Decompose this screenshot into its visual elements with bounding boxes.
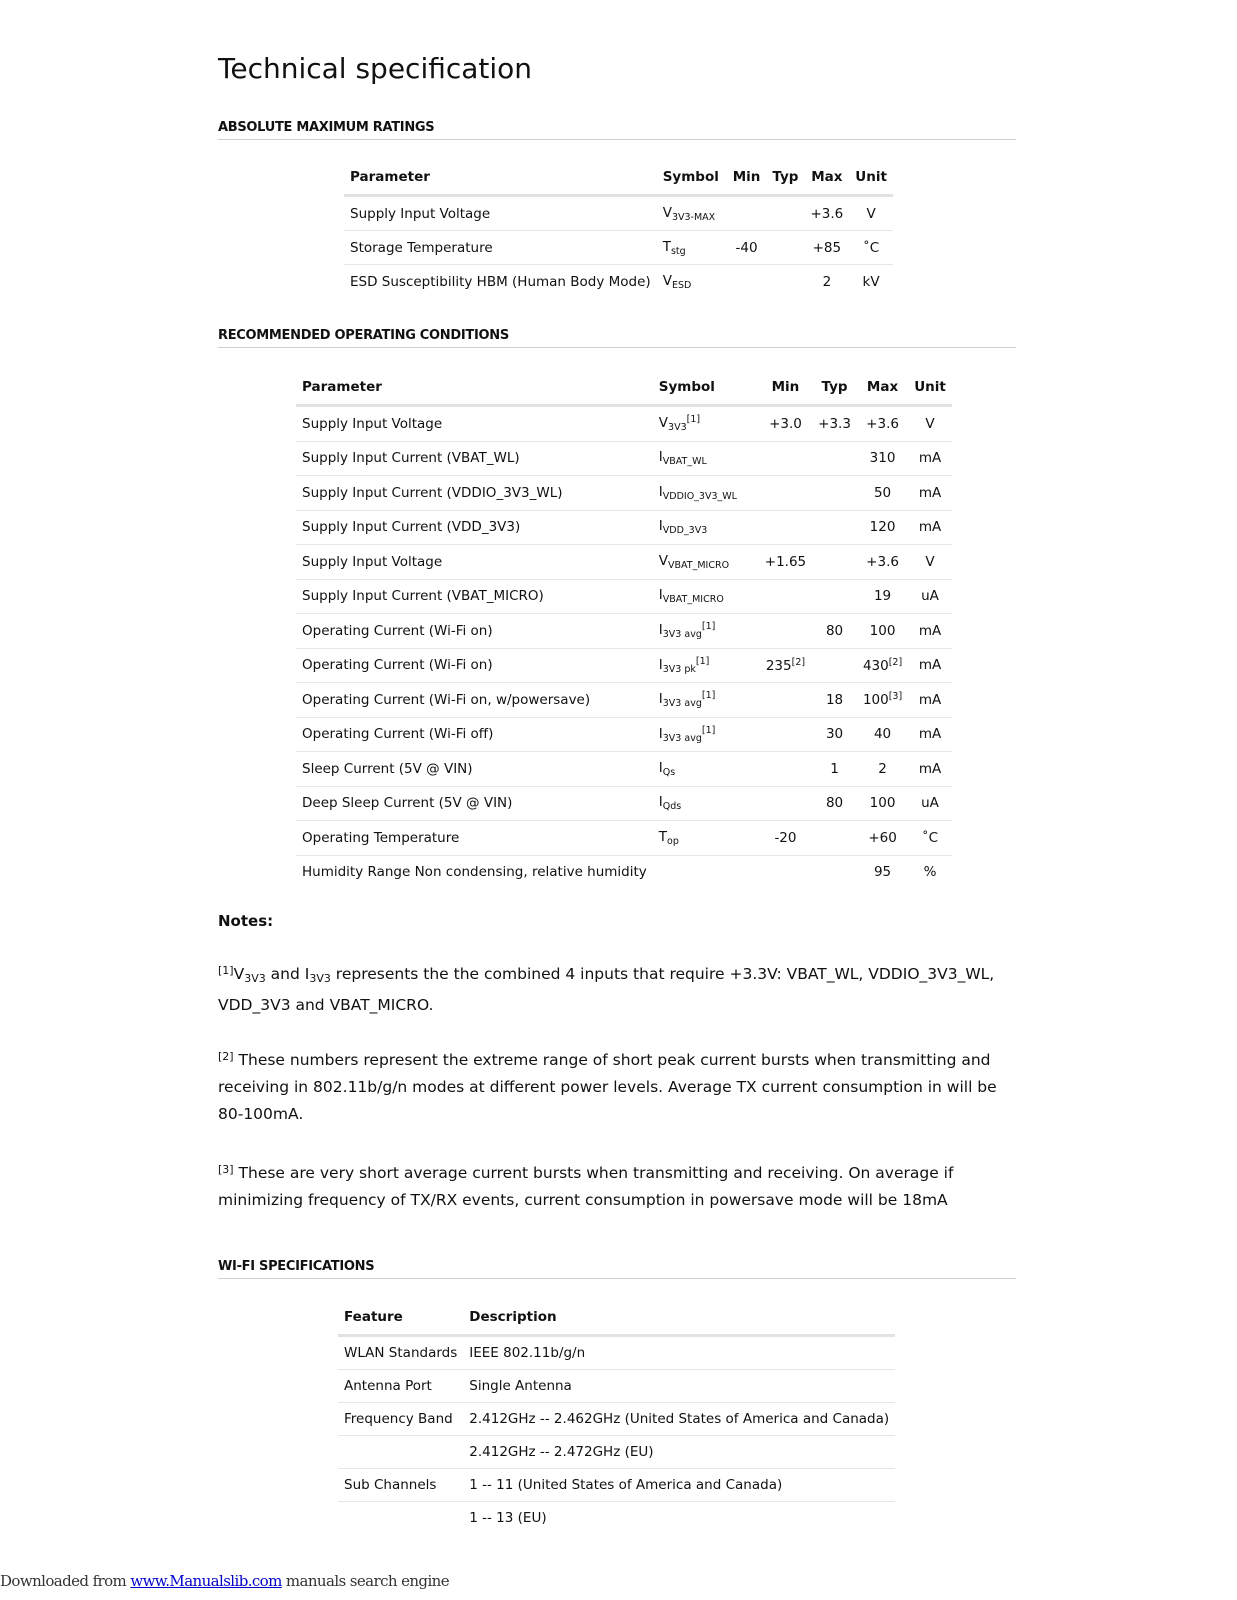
footnote-mark: [1] bbox=[701, 690, 716, 702]
parameter-cell bbox=[296, 476, 653, 511]
symbol-subscript: VDD_3V3 bbox=[662, 525, 708, 537]
unit-cell bbox=[908, 786, 952, 821]
max-cell bbox=[857, 614, 908, 649]
max-value: 2 bbox=[878, 760, 887, 777]
unit-value: V bbox=[866, 205, 876, 222]
feature-cell bbox=[338, 1336, 463, 1370]
min-value: -40 bbox=[735, 239, 758, 256]
parameter-text: Supply Input Current (VDDIO_3V3_WL) bbox=[302, 484, 563, 501]
table-row bbox=[296, 717, 952, 752]
unit-cell bbox=[849, 265, 893, 299]
symbol-cell bbox=[657, 196, 727, 231]
parameter-text: Supply Input Current (VBAT_WL) bbox=[302, 450, 520, 467]
col-typ: Typ bbox=[812, 370, 857, 406]
table-row bbox=[296, 441, 952, 476]
description-text: 1 -- 11 (United States of America and Canada) bbox=[469, 1477, 783, 1493]
unit-value: mA bbox=[918, 760, 942, 777]
note-2: [2] These numbers represent the extreme range of short peak current bursts when transmitting and receiving in 802.11b/g/n modes at different power levels. Average TX current consumption in will be 80-100mA. bbox=[218, 1050, 997, 1123]
unit-cell bbox=[908, 545, 952, 580]
min-cell bbox=[759, 579, 812, 614]
symbol-subscript: stg bbox=[670, 245, 686, 257]
table-row bbox=[296, 579, 952, 614]
max-value: 2 bbox=[822, 273, 832, 290]
max-value: +3.6 bbox=[866, 415, 899, 432]
col-min: Min bbox=[759, 370, 812, 406]
feature-cell bbox=[338, 1469, 463, 1502]
max-cell bbox=[857, 476, 908, 511]
table-row bbox=[296, 821, 952, 856]
table-row bbox=[296, 510, 952, 545]
table-row bbox=[296, 476, 952, 511]
symbol-text: V bbox=[658, 415, 669, 432]
unit-cell bbox=[908, 855, 952, 889]
symbol-subscript: 3V3 avg bbox=[662, 629, 702, 641]
parameter-text: Storage Temperature bbox=[350, 239, 493, 256]
max-cell bbox=[804, 231, 849, 265]
table-row bbox=[338, 1403, 895, 1436]
feature-text: Antenna Port bbox=[344, 1378, 432, 1394]
min-cell bbox=[759, 406, 812, 442]
parameter-text: Supply Input Voltage bbox=[350, 205, 491, 222]
max-value: +60 bbox=[868, 829, 897, 846]
feature-text: Frequency Band bbox=[344, 1411, 453, 1427]
table-row bbox=[296, 614, 952, 649]
min-cell bbox=[759, 717, 812, 752]
unit-value: mA bbox=[918, 450, 942, 467]
min-cell bbox=[759, 614, 812, 649]
note-3: [3] These are very short average current bursts when transmitting and receiving. On average if minimizing frequency of TX/RX events, current consumption in powersave mode will be 18mA bbox=[218, 1163, 954, 1209]
symbol-text: T bbox=[662, 238, 671, 255]
wifi-heading: WI-FI SPECIFICATIONS bbox=[218, 1259, 1016, 1279]
min-cell bbox=[759, 786, 812, 821]
unit-value: V bbox=[925, 553, 935, 570]
parameter-cell bbox=[296, 441, 653, 476]
wifi-table bbox=[338, 1300, 895, 1534]
table-row bbox=[296, 545, 952, 580]
parameter-text: Operating Current (Wi-Fi on) bbox=[302, 622, 493, 639]
table-row bbox=[296, 683, 952, 718]
symbol-subscript: VBAT_WL bbox=[662, 456, 707, 468]
min-cell bbox=[727, 196, 767, 231]
symbol-subscript: 3V3 bbox=[668, 422, 687, 434]
max-value: 50 bbox=[873, 484, 892, 501]
unit-cell bbox=[908, 648, 952, 683]
parameter-cell bbox=[296, 821, 653, 856]
max-cell bbox=[857, 855, 908, 889]
symbol-cell bbox=[657, 265, 727, 299]
typ-value: 30 bbox=[825, 726, 844, 743]
max-cell bbox=[857, 406, 908, 442]
parameter-cell bbox=[296, 614, 653, 649]
unit-cell bbox=[908, 614, 952, 649]
table-row bbox=[338, 1336, 895, 1370]
unit-cell bbox=[908, 717, 952, 752]
feature-text: Sub Channels bbox=[344, 1477, 437, 1493]
footnote-mark: [1] bbox=[686, 414, 701, 426]
symbol-text: I bbox=[658, 622, 663, 639]
feature-cell bbox=[338, 1436, 463, 1469]
typ-cell bbox=[766, 196, 804, 231]
parameter-text: Supply Input Current (VBAT_MICRO) bbox=[302, 588, 544, 605]
max-cell bbox=[804, 196, 849, 231]
min-cell bbox=[759, 821, 812, 856]
parameter-cell bbox=[296, 752, 653, 787]
max-cell bbox=[857, 786, 908, 821]
unit-value: uA bbox=[921, 588, 939, 605]
parameter-cell bbox=[296, 406, 653, 442]
unit-value: ˚C bbox=[921, 829, 939, 846]
table-header-row bbox=[296, 370, 952, 406]
parameter-text: Sleep Current (5V @ VIN) bbox=[302, 760, 473, 777]
unit-value: mA bbox=[918, 519, 942, 536]
description-text: 1 -- 13 (EU) bbox=[469, 1510, 547, 1526]
table-row bbox=[338, 1502, 895, 1535]
amr-section bbox=[218, 120, 1016, 140]
symbol-cell bbox=[657, 231, 727, 265]
symbol-text: I bbox=[658, 483, 663, 500]
unit-value: mA bbox=[918, 691, 942, 708]
typ-cell bbox=[766, 231, 804, 265]
min-cell bbox=[759, 752, 812, 787]
parameter-cell bbox=[296, 648, 653, 683]
symbol-cell bbox=[653, 683, 759, 718]
min-value: +3.0 bbox=[769, 415, 802, 432]
typ-cell bbox=[812, 510, 857, 545]
symbol-subscript: 3V3 avg bbox=[662, 732, 702, 744]
symbol-cell bbox=[653, 786, 759, 821]
parameter-cell bbox=[344, 265, 657, 299]
parameter-text: Operating Current (Wi-Fi off) bbox=[302, 726, 494, 743]
min-cell bbox=[727, 231, 767, 265]
symbol-text: I bbox=[658, 725, 663, 742]
parameter-cell bbox=[296, 510, 653, 545]
symbol-cell bbox=[653, 406, 759, 442]
symbol-cell bbox=[653, 855, 759, 889]
col-unit: Unit bbox=[849, 160, 893, 196]
description-cell bbox=[463, 1336, 895, 1370]
unit-cell bbox=[908, 510, 952, 545]
unit-value: mA bbox=[918, 622, 942, 639]
max-value: +3.6 bbox=[866, 553, 899, 570]
symbol-text: I bbox=[658, 587, 663, 604]
symbol-cell bbox=[653, 510, 759, 545]
parameter-text: Humidity Range Non condensing, relative humidity bbox=[302, 864, 647, 881]
typ-cell bbox=[812, 441, 857, 476]
col-parameter: Parameter bbox=[344, 160, 657, 196]
symbol-subscript: Qs bbox=[662, 766, 676, 778]
typ-cell bbox=[812, 821, 857, 856]
symbol-cell bbox=[653, 717, 759, 752]
typ-cell bbox=[812, 476, 857, 511]
symbol-cell bbox=[653, 648, 759, 683]
unit-value: ˚C bbox=[862, 239, 880, 256]
symbol-text: I bbox=[658, 518, 663, 535]
parameter-text: Supply Input Voltage bbox=[302, 415, 443, 432]
typ-cell bbox=[812, 752, 857, 787]
parameter-text: Deep Sleep Current (5V @ VIN) bbox=[302, 795, 513, 812]
symbol-text: V bbox=[658, 552, 669, 569]
parameter-cell bbox=[344, 231, 657, 265]
min-cell bbox=[759, 683, 812, 718]
description-text: 2.412GHz -- 2.462GHz (United States of America and Canada) bbox=[469, 1411, 890, 1427]
footnote-mark: [1] bbox=[701, 724, 716, 736]
footnote-mark: [3] bbox=[888, 691, 903, 703]
page-title: Technical specification bbox=[218, 52, 533, 85]
min-value: +1.65 bbox=[764, 553, 807, 570]
max-cell bbox=[857, 683, 908, 718]
typ-value: +3.3 bbox=[818, 415, 851, 432]
symbol-text: I bbox=[658, 759, 663, 776]
unit-cell bbox=[908, 752, 952, 787]
typ-cell bbox=[812, 786, 857, 821]
symbol-subscript: 3V3-MAX bbox=[671, 211, 716, 223]
typ-cell bbox=[812, 614, 857, 649]
description-cell bbox=[463, 1436, 895, 1469]
typ-cell bbox=[812, 545, 857, 580]
parameter-text: Operating Temperature bbox=[302, 829, 460, 846]
symbol-subscript: op bbox=[667, 835, 679, 847]
description-cell bbox=[463, 1469, 895, 1502]
max-cell bbox=[857, 821, 908, 856]
parameter-cell bbox=[296, 855, 653, 889]
parameter-cell bbox=[296, 786, 653, 821]
max-cell bbox=[857, 510, 908, 545]
unit-value: mA bbox=[918, 657, 942, 674]
feature-cell bbox=[338, 1370, 463, 1403]
footnote-mark: [1] bbox=[695, 655, 710, 667]
unit-value: mA bbox=[918, 484, 942, 501]
min-cell bbox=[759, 855, 812, 889]
parameter-text: Supply Input Voltage bbox=[302, 553, 443, 570]
amr-heading: ABSOLUTE MAXIMUM RATINGS bbox=[218, 120, 1016, 140]
symbol-subscript: VBAT_MICRO bbox=[668, 559, 730, 571]
parameter-cell bbox=[296, 717, 653, 752]
typ-value: 1 bbox=[830, 760, 839, 777]
max-value: 19 bbox=[873, 588, 892, 605]
symbol-subscript: 3V3 avg bbox=[662, 698, 702, 710]
col-feature: Feature bbox=[338, 1300, 463, 1336]
symbol-text: I bbox=[658, 794, 663, 811]
min-cell bbox=[759, 510, 812, 545]
description-cell bbox=[463, 1502, 895, 1535]
parameter-text: Supply Input Current (VDD_3V3) bbox=[302, 519, 521, 536]
typ-cell bbox=[812, 683, 857, 718]
typ-cell bbox=[812, 579, 857, 614]
table-row bbox=[344, 265, 893, 299]
description-cell bbox=[463, 1370, 895, 1403]
notes-heading: Notes: bbox=[218, 912, 274, 930]
max-cell bbox=[857, 648, 908, 683]
unit-cell bbox=[908, 406, 952, 442]
parameter-cell bbox=[296, 683, 653, 718]
unit-value: uA bbox=[921, 795, 939, 812]
symbol-text: I bbox=[658, 691, 663, 708]
symbol-subscript: VDDIO_3V3_WL bbox=[662, 490, 737, 502]
typ-value: 80 bbox=[825, 622, 844, 639]
description-text: 2.412GHz -- 2.472GHz (EU) bbox=[469, 1444, 654, 1460]
max-value: 95 bbox=[873, 864, 892, 881]
typ-cell bbox=[766, 265, 804, 299]
unit-value: mA bbox=[918, 726, 942, 743]
parameter-text: Operating Current (Wi-Fi on) bbox=[302, 657, 493, 674]
symbol-cell bbox=[653, 752, 759, 787]
max-value: 100 bbox=[862, 692, 889, 709]
max-value: 100 bbox=[869, 622, 896, 639]
col-symbol: Symbol bbox=[657, 160, 727, 196]
min-cell bbox=[727, 265, 767, 299]
parameter-cell bbox=[296, 545, 653, 580]
wifi-section bbox=[218, 1259, 1016, 1279]
min-cell bbox=[759, 441, 812, 476]
max-cell bbox=[857, 441, 908, 476]
col-typ: Typ bbox=[766, 160, 804, 196]
feature-cell bbox=[338, 1403, 463, 1436]
table-row bbox=[296, 855, 952, 889]
typ-value: 80 bbox=[825, 795, 844, 812]
manualslib-link[interactable]: www.Manualslib.com bbox=[130, 1572, 282, 1590]
max-value: +85 bbox=[812, 239, 842, 256]
typ-cell bbox=[812, 406, 857, 442]
symbol-cell bbox=[653, 441, 759, 476]
parameter-cell bbox=[344, 196, 657, 231]
description-cell bbox=[463, 1403, 895, 1436]
max-value: 40 bbox=[873, 726, 892, 743]
col-unit: Unit bbox=[908, 370, 952, 406]
max-value: 430 bbox=[862, 657, 889, 674]
max-value: 120 bbox=[869, 519, 896, 536]
max-value: +3.6 bbox=[810, 205, 844, 222]
symbol-subscript: ESD bbox=[671, 279, 692, 291]
table-row bbox=[344, 196, 893, 231]
table-row bbox=[344, 231, 893, 265]
col-symbol: Symbol bbox=[653, 370, 759, 406]
typ-cell bbox=[812, 855, 857, 889]
unit-cell bbox=[908, 579, 952, 614]
typ-value: 18 bbox=[825, 691, 844, 708]
parameter-cell bbox=[296, 579, 653, 614]
footnote-mark: [2] bbox=[888, 656, 903, 668]
min-cell bbox=[759, 648, 812, 683]
table-row bbox=[296, 786, 952, 821]
table-row bbox=[338, 1469, 895, 1502]
min-value: -20 bbox=[774, 829, 797, 846]
symbol-text: T bbox=[658, 828, 668, 845]
unit-value: % bbox=[923, 864, 937, 881]
min-cell bbox=[759, 476, 812, 511]
symbol-subscript: 3V3 pk bbox=[662, 663, 696, 675]
symbol-text: I bbox=[658, 656, 663, 673]
min-value: 235 bbox=[765, 657, 792, 674]
unit-cell bbox=[908, 821, 952, 856]
symbol-cell bbox=[653, 579, 759, 614]
max-cell bbox=[857, 717, 908, 752]
description-text: Single Antenna bbox=[469, 1378, 572, 1394]
unit-cell bbox=[908, 683, 952, 718]
description-text: IEEE 802.11b/g/n bbox=[469, 1345, 586, 1361]
roc-table bbox=[296, 370, 952, 889]
col-min: Min bbox=[727, 160, 767, 196]
symbol-text: I bbox=[658, 449, 663, 466]
symbol-text: V bbox=[662, 272, 672, 289]
footnote-mark: [1] bbox=[701, 621, 716, 633]
typ-cell bbox=[812, 717, 857, 752]
table-header-row bbox=[338, 1300, 895, 1336]
parameter-text: ESD Susceptibility HBM (Human Body Mode) bbox=[350, 273, 651, 290]
parameter-text: Operating Current (Wi-Fi on, w/powersave) bbox=[302, 691, 591, 708]
symbol-cell bbox=[653, 545, 759, 580]
roc-heading: RECOMMENDED OPERATING CONDITIONS bbox=[218, 328, 1016, 348]
typ-cell bbox=[812, 648, 857, 683]
max-value: 100 bbox=[869, 795, 896, 812]
col-parameter: Parameter bbox=[296, 370, 653, 406]
feature-text: WLAN Standards bbox=[344, 1345, 458, 1361]
table-row bbox=[296, 648, 952, 683]
table-header-row bbox=[344, 160, 893, 196]
table-row bbox=[296, 406, 952, 442]
unit-cell bbox=[849, 231, 893, 265]
amr-table bbox=[344, 160, 893, 298]
max-cell bbox=[857, 545, 908, 580]
unit-cell bbox=[908, 476, 952, 511]
symbol-text: V bbox=[662, 204, 672, 221]
max-cell bbox=[804, 265, 849, 299]
col-max: Max bbox=[804, 160, 849, 196]
max-cell bbox=[857, 752, 908, 787]
footer: Downloaded from www.Manualslib.com manuals search engine bbox=[0, 1572, 449, 1590]
max-value: 310 bbox=[869, 450, 896, 467]
table-row bbox=[338, 1436, 895, 1469]
symbol-subscript: Qds bbox=[662, 801, 682, 813]
col-description: Description bbox=[463, 1300, 895, 1336]
roc-section bbox=[218, 328, 1016, 348]
table-row bbox=[296, 752, 952, 787]
col-max: Max bbox=[857, 370, 908, 406]
symbol-cell bbox=[653, 614, 759, 649]
max-cell bbox=[857, 579, 908, 614]
unit-value: kV bbox=[862, 273, 880, 290]
symbol-cell bbox=[653, 821, 759, 856]
unit-cell bbox=[908, 441, 952, 476]
symbol-subscript: VBAT_MICRO bbox=[662, 594, 724, 606]
feature-cell bbox=[338, 1502, 463, 1535]
footnote-mark: [2] bbox=[791, 656, 806, 668]
min-cell bbox=[759, 545, 812, 580]
unit-value: V bbox=[925, 415, 935, 432]
table-row bbox=[338, 1370, 895, 1403]
symbol-cell bbox=[653, 476, 759, 511]
unit-cell bbox=[849, 196, 893, 231]
note-1: $[1]V_{3V3}$ and $I_{3V3}$ represents the the combined 4 inputs that require +3.3V: VBAT_WL, VDDIO_3V3_WL, VDD_3V3 and VBAT_MICRO. bbox=[218, 964, 995, 1014]
